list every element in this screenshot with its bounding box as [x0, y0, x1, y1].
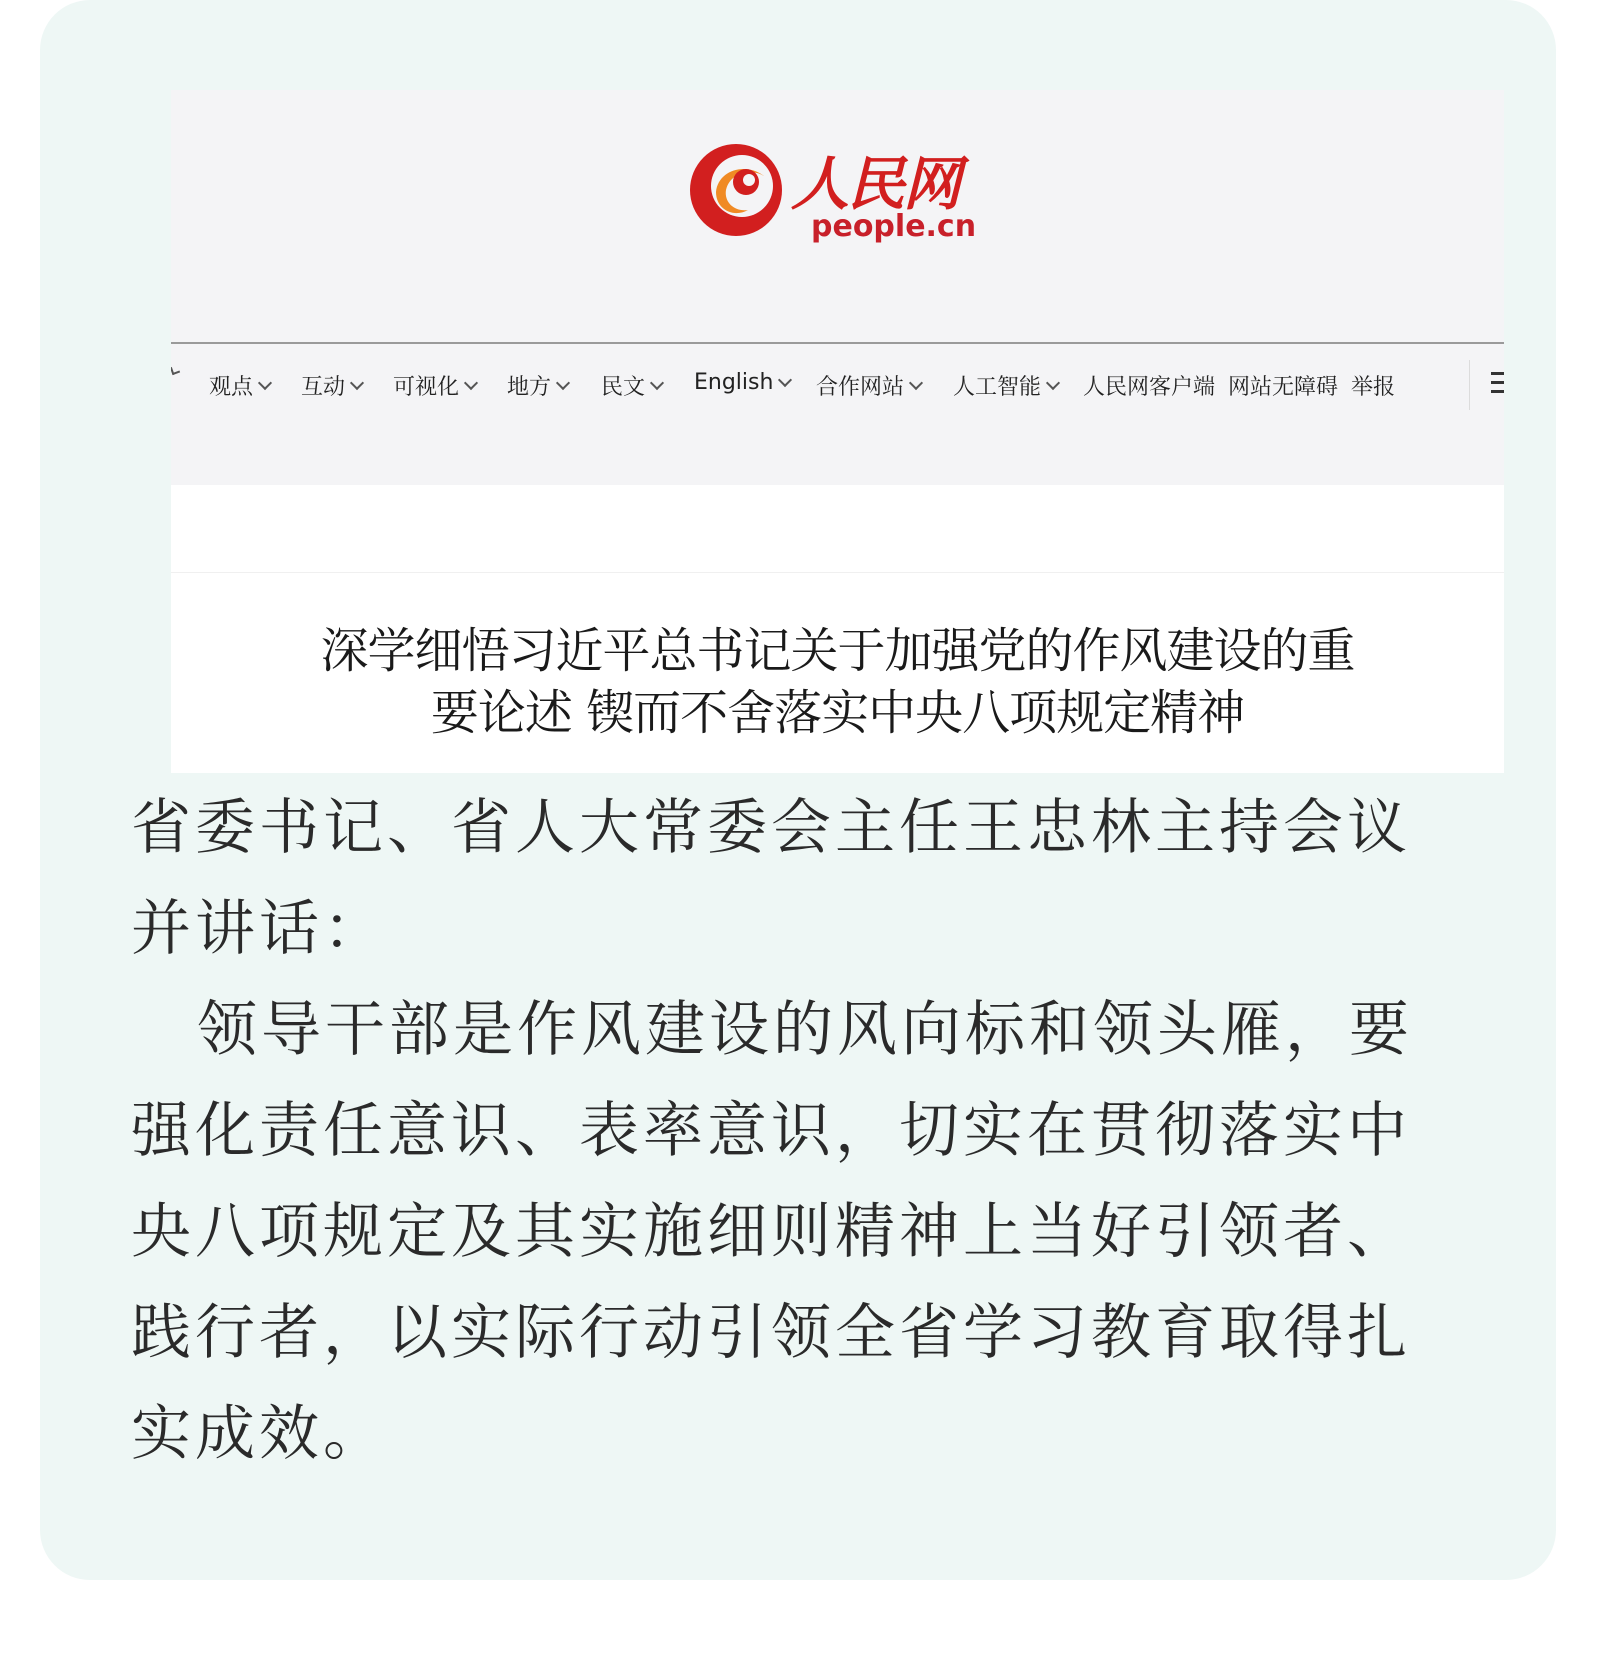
nav-item-guandian[interactable]: 观点 [209, 370, 270, 401]
article-header [171, 485, 1504, 773]
chevron-down-icon [464, 375, 478, 389]
quote-paragraph: 领导干部是作风建设的风向标和领头雁，要强化责任意识、表率意识，切实在贯彻落实中央八项规定及其实施细则精神上当好引领者、践行者，以实际行动引领全省学习教育取得扎实成效。 [131, 995, 1413, 1469]
nav-item-client-app[interactable]: 人民网客户端 [1083, 375, 1216, 400]
quote-text [131, 778, 1471, 1485]
nav-item-accessibility[interactable]: 网站无障碍 [1228, 375, 1339, 400]
logo-name: 人民网 [791, 150, 960, 218]
nav-divider [1469, 360, 1470, 410]
article-title-line-1: 深学细悟习近平总书记关于加强党的作风建设的重 [320, 623, 1355, 679]
quote-intro: 省委书记、省人大常委会主任王忠林主持会议并讲话： [131, 793, 1411, 964]
nav-overflow-left-icon[interactable] [171, 370, 179, 374]
nav-item-rengong-zhineng[interactable]: 人工智能 [953, 370, 1058, 401]
nav-item-keshihua[interactable]: 可视化 [393, 370, 476, 401]
logo-swirl-icon [686, 140, 786, 240]
article-title [211, 620, 1464, 744]
nav-item-minwen[interactable]: 民文 [601, 370, 662, 401]
divider [171, 572, 1504, 573]
nav-item-hudong[interactable]: 互动 [301, 370, 362, 401]
people-cn-logo[interactable] [686, 135, 986, 255]
nav-item-hezuo-wangzhan[interactable]: 合作网站 [816, 370, 921, 401]
logo-domain: people.cn [811, 209, 977, 244]
chevron-down-icon [350, 375, 364, 389]
chevron-down-icon [556, 375, 570, 389]
nav-item-report[interactable]: 举报 [1351, 375, 1396, 400]
chevron-down-icon [909, 375, 923, 389]
nav-item-english[interactable]: English [694, 370, 790, 395]
nav-item-difang[interactable]: 地方 [507, 370, 568, 401]
chevron-down-icon [650, 375, 664, 389]
menu-icon[interactable] [1491, 370, 1504, 396]
chevron-down-icon [778, 372, 792, 386]
article-title-line-2: 要论述 锲而不舍落实中央八项规定精神 [430, 685, 1245, 741]
content-card [40, 0, 1556, 1580]
website-screenshot [171, 90, 1504, 773]
chevron-down-icon [1046, 375, 1060, 389]
chevron-down-icon [258, 375, 272, 389]
main-nav [171, 352, 1504, 412]
nav-top-rule [171, 342, 1504, 344]
